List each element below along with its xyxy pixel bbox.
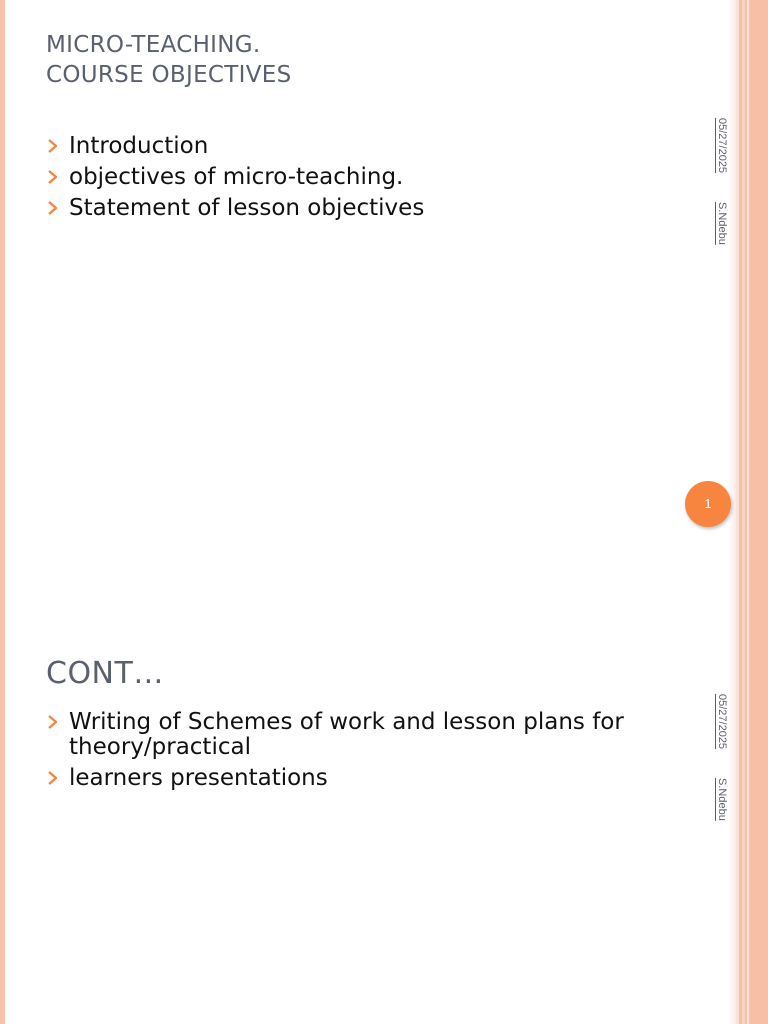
slide-author: S.Ndebu	[716, 202, 728, 245]
page-number-badge: 1	[685, 481, 731, 527]
bullet-text: learners presentations	[69, 765, 328, 791]
bullet-item	[46, 766, 666, 791]
slide-title-line-1: MICRO-TEACHING.	[46, 32, 261, 58]
bullet-list	[46, 134, 666, 227]
slide-author: S.Ndebu	[716, 778, 728, 821]
band-stripe	[747, 576, 749, 1024]
orange-arrow-bullet-icon	[46, 169, 60, 185]
bullet-item	[46, 196, 666, 221]
right-shadow	[728, 576, 736, 1024]
bullet-text: Introduction	[69, 133, 209, 159]
bullet-item	[46, 710, 666, 760]
slide-title	[46, 30, 291, 90]
slide-2	[0, 576, 768, 1024]
right-decorative-band	[736, 0, 768, 576]
orange-arrow-bullet-icon	[46, 200, 60, 216]
slide-title: CONT…	[46, 656, 164, 691]
orange-arrow-bullet-icon	[46, 714, 60, 730]
right-shadow	[728, 0, 736, 576]
slide-date: 05/27/2025	[716, 694, 728, 750]
left-border-rule	[0, 0, 5, 576]
bullet-item	[46, 165, 666, 190]
orange-arrow-bullet-icon	[46, 770, 60, 786]
slide-title-line-2: COURSE OBJECTIVES	[46, 62, 292, 88]
bullet-list	[46, 710, 666, 797]
band-stripe	[742, 0, 745, 576]
band-stripe	[736, 0, 739, 576]
bullet-text: Statement of lesson objectives	[69, 195, 425, 221]
orange-arrow-bullet-icon	[46, 138, 60, 154]
slide-date: 05/27/2025	[716, 118, 728, 174]
band-stripe	[736, 576, 739, 1024]
band-stripe	[742, 576, 745, 1024]
band-stripe	[747, 0, 749, 576]
bullet-item	[46, 134, 666, 159]
right-decorative-band	[736, 576, 768, 1024]
bullet-text: Writing of Schemes of work and lesson plans for theory/practical	[69, 709, 624, 760]
left-border-rule	[0, 576, 5, 1024]
bullet-text: objectives of micro-teaching.	[69, 164, 404, 190]
